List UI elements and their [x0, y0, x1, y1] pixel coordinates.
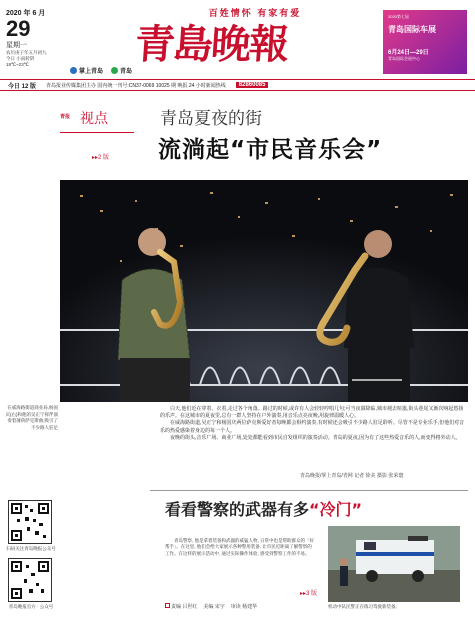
- qr-code-2[interactable]: [8, 558, 52, 602]
- credit-marker-icon: [165, 603, 170, 608]
- page-reference[interactable]: ▸▸2 版: [92, 155, 110, 161]
- car-show-ad[interactable]: [383, 10, 467, 74]
- app-icon: [111, 67, 118, 74]
- column-name: 视点: [80, 111, 108, 127]
- app-link-label: 青岛: [120, 69, 133, 75]
- lead-photo: [60, 180, 468, 402]
- info-bar: [0, 79, 475, 91]
- story2-headline-highlight: “冷门”: [309, 500, 363, 519]
- photo-caption: 在威海路街道商业局,杨国庆(右)和他的吴正宁挥伴演奏着薄荷萨克斯曲,吸引了不少路人驻足: [5, 405, 58, 430]
- app-link-qingwang[interactable]: [111, 66, 132, 75]
- story2-headline-main: 看看警察的武器有多: [165, 500, 310, 519]
- section-divider: [150, 490, 468, 491]
- story2-photo: [328, 526, 460, 602]
- qr-code-1[interactable]: [8, 500, 52, 544]
- newspaper-logo: [135, 20, 370, 70]
- publisher-info: 青岛报业传媒集团主办 国内统一刊号:CN37-0069 10025 期 晚报 24 小时新闻热线: [46, 82, 226, 89]
- credit-text: 责编 吕世红: [171, 604, 198, 610]
- credit-item: [231, 603, 257, 610]
- credit-item: [203, 603, 224, 610]
- story-paragraph: 白天,他们近在穿着、衣着,走过各个角落。路过的时候,或许有人会轻轻哼唱几句;可当夜幕降临,城市褪去喧嚣,街头巷尾又渐次响起悠扬的乐声。在这城市的夏夜里,总有一群人坚持在户外演奏,用音乐点亮夜晚,用旋律温暖人心。: [160, 406, 464, 420]
- credit-text: 美编 宋宇: [203, 604, 225, 610]
- story2-photo-caption: 机动中队民警正在练习驾驶新装备。: [328, 604, 400, 609]
- credit-text: 审读 杨建华: [230, 604, 258, 610]
- page-count: 今日 12 版: [8, 83, 37, 90]
- hotline-number: 82860085: [236, 82, 269, 88]
- credit-item: [165, 603, 197, 610]
- ad-title: 青岛国际车展: [388, 25, 436, 34]
- story-body: [160, 406, 466, 442]
- story2-page-reference[interactable]: ▸▸3 版: [300, 591, 318, 597]
- logo-text: 青島晚報: [133, 21, 289, 68]
- slogan: 百姓情怀 有家有爱: [208, 8, 302, 18]
- police-vehicle-illustration: [328, 526, 460, 602]
- saxophone-players-illustration: [60, 180, 468, 402]
- story2-headline: [165, 497, 362, 520]
- story-headline: 流淌起“市民音乐会”: [158, 137, 383, 163]
- qr-caption-2: 青岛晚报官方 · 公众号: [8, 604, 54, 609]
- weather-line-2: 18℃~23℃: [6, 62, 29, 67]
- story-paragraph: 在威海路街道,吴正宁和杨国庆两位萨克斯爱好者每晚都会相约演奏,有时候还会吸引不少路人驻足聆听。尽管不是专业乐手,但他们对音乐的热爱感染着身边的每一个人。: [160, 420, 465, 434]
- qr-caption-1: 扫码关注青岛晚报公众号: [6, 546, 56, 551]
- story2-body: 青岛警察, 他是拿着装备和武器的威猛人物, 日常中也是帮助群众的「好帮手」。在这里, 他们会给大家展示各种警用装备, 让市民近距离了解警察的工作。在这样的展示活动中, 通过实际操作体验, 感受到警察工作的不易。: [165, 538, 314, 556]
- date-day: 29: [6, 16, 31, 41]
- weather-line-1: 今日 小雨转阴: [6, 56, 35, 61]
- story-paragraph: 夜晚的街头,音乐广场、商业广场,处处都能看到市民自发组织的演奏活动。青岛的夏夜,因为有了这些热爱音乐的人,而变得格外动人。: [170, 434, 461, 441]
- lunar-date: 农历庚子年五月初九: [6, 50, 47, 55]
- qr-icon: [9, 559, 51, 601]
- app-link-zhangshang[interactable]: [70, 66, 103, 75]
- story-kicker: 青岛夏夜的街: [160, 109, 262, 129]
- date-year-month: 2020 年 6 月: [6, 10, 46, 17]
- column-tag: 青报: [60, 114, 71, 120]
- date-box: [6, 8, 68, 78]
- date-weekday: 星期一: [6, 42, 27, 49]
- story-byline: 青岛晚报/掌上青岛/青网 记者 徐美 摄影 张荣寰: [300, 473, 404, 479]
- app-icon: [70, 67, 77, 74]
- editor-credits: [165, 603, 257, 610]
- ad-venue: 青岛国际会展中心: [388, 56, 420, 61]
- app-link-label: 掌上青岛: [79, 69, 104, 75]
- story2-page-reference-label: 3 版: [306, 591, 318, 597]
- ad-date: 6月24日—29日: [388, 50, 429, 56]
- ad-edition: 2020第七届: [388, 14, 409, 19]
- column-divider: [60, 132, 134, 133]
- qr-icon: [9, 501, 51, 543]
- app-links: [70, 66, 132, 75]
- page-reference-label: 2 版: [98, 155, 110, 161]
